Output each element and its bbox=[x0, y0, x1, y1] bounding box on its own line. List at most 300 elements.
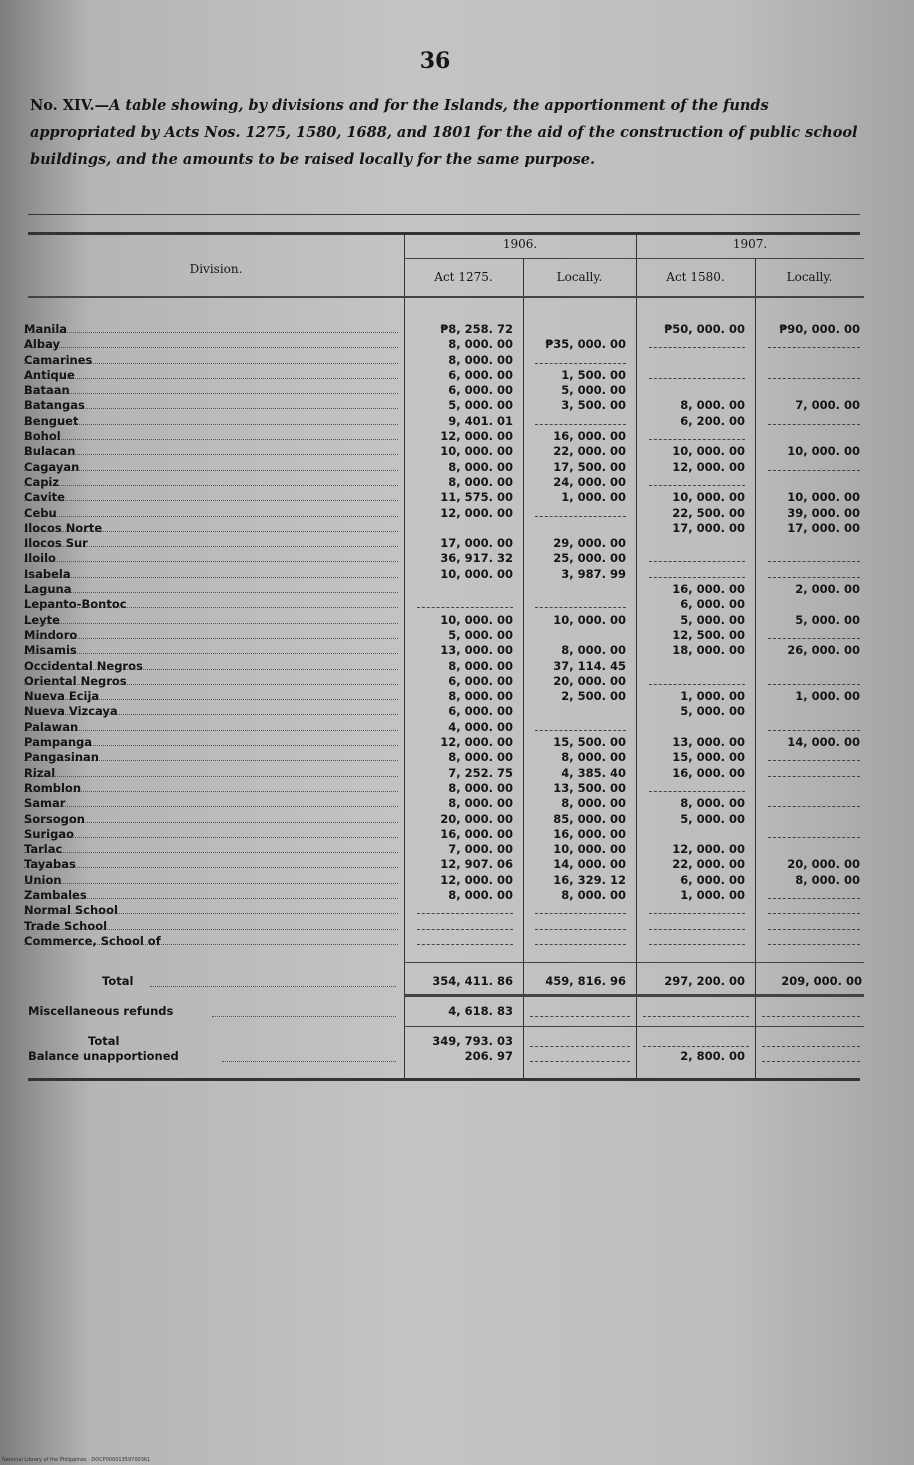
division-name-cell bbox=[24, 582, 404, 597]
division-name: Rizal bbox=[24, 765, 56, 780]
blank-dash bbox=[768, 890, 860, 899]
amount-cell-c2: 16, 000. 00 bbox=[553, 826, 626, 841]
amount-cell-c4 bbox=[755, 597, 870, 612]
blank-dash bbox=[649, 905, 745, 914]
amount-cell-c4 bbox=[755, 414, 870, 429]
amount-cell-c2: ₱35, 000. 00 bbox=[545, 337, 626, 352]
amount-cell-c4 bbox=[755, 827, 870, 842]
amount-cell-c2 bbox=[523, 704, 636, 719]
amount-cell-c2: 13, 500. 00 bbox=[553, 780, 626, 795]
amount-cell-c4 bbox=[755, 919, 870, 934]
blank-dash bbox=[649, 569, 745, 578]
table-caption bbox=[30, 92, 864, 173]
leader-dots bbox=[24, 883, 398, 884]
table-row bbox=[24, 414, 870, 429]
amount-cell-c1: 10, 000. 00 bbox=[440, 444, 513, 459]
balance-act-1275: 206. 97 bbox=[464, 1049, 513, 1063]
amount-cell-c3: 16, 000. 00 bbox=[672, 582, 745, 597]
amount-cell-c2 bbox=[523, 506, 636, 521]
division-name-cell bbox=[24, 919, 404, 934]
leader-dots bbox=[24, 653, 398, 654]
table-row bbox=[24, 337, 870, 352]
division-name-cell bbox=[24, 521, 404, 536]
amount-cell-c4: 2, 000. 00 bbox=[795, 582, 860, 597]
blank-dash bbox=[768, 553, 860, 562]
division-name-cell bbox=[24, 857, 404, 872]
division-name-cell bbox=[24, 460, 404, 475]
header-bottom-rule bbox=[28, 296, 864, 298]
division-name-cell bbox=[24, 827, 404, 842]
amount-cell-c1: 8, 000. 00 bbox=[448, 887, 513, 902]
leader-dots bbox=[24, 776, 398, 777]
table-body bbox=[24, 322, 870, 949]
division-name-cell bbox=[24, 689, 404, 704]
table-row bbox=[24, 766, 870, 781]
amount-cell-c1 bbox=[404, 919, 523, 934]
amount-cell-c3 bbox=[636, 475, 755, 490]
division-name: Bohol bbox=[24, 429, 61, 444]
blank-dash bbox=[768, 569, 860, 578]
amount-cell-c4: 10, 000. 00 bbox=[787, 490, 860, 505]
table-row bbox=[24, 857, 870, 872]
amount-cell-c2: 17, 500. 00 bbox=[553, 459, 626, 474]
division-name: Capiz bbox=[24, 474, 60, 489]
leader-dots bbox=[24, 516, 398, 517]
amount-cell-c2: 37, 114. 45 bbox=[553, 658, 626, 673]
amount-cell-c1: 10, 000. 00 bbox=[440, 612, 513, 627]
amount-cell-c3: 5, 000. 00 bbox=[680, 612, 745, 627]
amount-cell-c3: 1, 000. 00 bbox=[680, 689, 745, 704]
amount-cell-c4: 39, 000. 00 bbox=[787, 505, 860, 520]
amount-cell-c3: 5, 000. 00 bbox=[680, 704, 745, 719]
amount-cell-c3: 22, 500. 00 bbox=[672, 505, 745, 520]
division-name-cell bbox=[24, 781, 404, 796]
table-row bbox=[24, 429, 870, 444]
amount-cell-c4 bbox=[755, 812, 870, 827]
amount-cell-c3: 18, 000. 00 bbox=[672, 643, 745, 658]
amount-cell-c3 bbox=[636, 337, 755, 352]
amount-cell-c3 bbox=[636, 827, 755, 842]
amount-cell-c1: 12, 000. 00 bbox=[440, 429, 513, 444]
division-name-cell bbox=[24, 903, 404, 918]
table-row bbox=[24, 812, 870, 827]
amount-cell-c1: 8, 000. 00 bbox=[448, 750, 513, 765]
division-name: Benguet bbox=[24, 413, 79, 428]
amount-cell-c3 bbox=[636, 383, 755, 398]
table-row bbox=[24, 628, 870, 643]
amount-cell-c3: 22, 000. 00 bbox=[672, 857, 745, 872]
table-row bbox=[24, 659, 870, 674]
amount-cell-c4 bbox=[755, 704, 870, 719]
amount-cell-c1: 8, 000. 00 bbox=[448, 459, 513, 474]
amount-cell-c2: 8, 000. 00 bbox=[561, 887, 626, 902]
amount-cell-c3: 13, 000. 00 bbox=[672, 735, 745, 750]
amount-cell-c3: 15, 000. 00 bbox=[672, 750, 745, 765]
amount-cell-c4 bbox=[755, 720, 870, 735]
amount-cell-c3: 6, 000. 00 bbox=[680, 597, 745, 612]
amount-cell-c4 bbox=[755, 750, 870, 765]
amount-cell-c3: 10, 000. 00 bbox=[672, 490, 745, 505]
amount-cell-c2 bbox=[523, 934, 636, 949]
total-label: Total bbox=[102, 974, 134, 988]
division-name-cell bbox=[24, 398, 404, 413]
blank-dash bbox=[535, 936, 626, 945]
division-name: Iloilo bbox=[24, 551, 56, 566]
amount-cell-c1: 6, 000. 00 bbox=[448, 673, 513, 688]
division-name-cell bbox=[24, 368, 404, 383]
amount-cell-c2: 16, 000. 00 bbox=[553, 429, 626, 444]
amount-cell-c3 bbox=[636, 919, 755, 934]
division-name: Lepanto-Bontoc bbox=[24, 597, 127, 612]
blank-dash bbox=[768, 676, 860, 685]
amount-cell-c1: 8, 000. 00 bbox=[448, 780, 513, 795]
table-row bbox=[24, 444, 870, 459]
amount-cell-c2 bbox=[523, 414, 636, 429]
amount-cell-c4 bbox=[755, 674, 870, 689]
blank-dash bbox=[649, 783, 745, 792]
caption-body: A table showing, by divisions and for the Islands, the apportionment of the funds appropriated by Acts Nos. 1275, 1580, 1688, and 1801 for the aid of the construction of public school buildings, and the amounts to be raised locally for the same purpose. bbox=[30, 97, 858, 168]
table-row bbox=[24, 506, 870, 521]
amount-cell-c1: 10, 000. 00 bbox=[440, 566, 513, 581]
blank-dash bbox=[768, 752, 860, 761]
amount-cell-c3: 1, 000. 00 bbox=[680, 887, 745, 902]
table-row bbox=[24, 720, 870, 735]
misc-refunds-label: Miscellaneous refunds bbox=[28, 1004, 174, 1018]
amount-cell-c4: 14, 000. 00 bbox=[787, 735, 860, 750]
amount-cell-c1: ₱8, 258. 72 bbox=[440, 322, 513, 336]
leader-dots bbox=[24, 485, 398, 486]
amount-cell-c4 bbox=[755, 781, 870, 796]
blank-dash bbox=[649, 339, 745, 348]
amount-cell-c4 bbox=[755, 337, 870, 352]
amount-cell-c3: 12, 000. 00 bbox=[672, 842, 745, 857]
amount-cell-c2: 1, 500. 00 bbox=[561, 367, 626, 382]
table-row bbox=[24, 842, 870, 857]
division-name-cell bbox=[24, 812, 404, 827]
table-row bbox=[24, 490, 870, 505]
amount-cell-c2 bbox=[523, 322, 636, 337]
amount-cell-c4 bbox=[755, 903, 870, 918]
division-name: Oriental Negros bbox=[24, 673, 127, 688]
year-rule bbox=[404, 258, 864, 259]
division-name: Pampanga bbox=[24, 735, 93, 750]
amount-cell-c4 bbox=[755, 536, 870, 551]
division-name: Isabela bbox=[24, 566, 71, 581]
amount-cell-c2 bbox=[523, 903, 636, 918]
blank-dash bbox=[768, 630, 860, 639]
table-row bbox=[24, 689, 870, 704]
table-row bbox=[24, 536, 870, 551]
amount-cell-c3 bbox=[636, 536, 755, 551]
division-name: Trade School bbox=[24, 918, 108, 933]
table-row bbox=[24, 398, 870, 413]
table-row bbox=[24, 643, 870, 658]
leader-dots bbox=[24, 837, 398, 838]
header-locally-1907: Locally. bbox=[786, 270, 833, 284]
amount-cell-c1: 12, 907. 06 bbox=[440, 857, 513, 872]
division-name-cell bbox=[24, 674, 404, 689]
division-name-cell bbox=[24, 888, 404, 903]
division-name: Ilocos Sur bbox=[24, 536, 88, 551]
table-row bbox=[24, 674, 870, 689]
balance-act-1580: 2, 800. 00 bbox=[680, 1049, 745, 1063]
blank-dash bbox=[768, 462, 860, 471]
header-locally-1906: Locally. bbox=[556, 270, 603, 284]
division-name: Commerce, School of bbox=[24, 933, 161, 948]
amount-cell-c2: 22, 000. 00 bbox=[553, 444, 626, 459]
amount-cell-c2: 5, 000. 00 bbox=[561, 383, 626, 398]
amount-cell-c3: 16, 000. 00 bbox=[672, 765, 745, 780]
amount-cell-c4 bbox=[755, 888, 870, 903]
amount-cell-c2 bbox=[523, 628, 636, 643]
division-name: Pangasinan bbox=[24, 750, 99, 765]
amount-cell-c2: 4, 385. 40 bbox=[561, 765, 626, 780]
division-name-cell bbox=[24, 597, 404, 612]
amount-cell-c1: 6, 000. 00 bbox=[448, 704, 513, 719]
amount-cell-c1 bbox=[404, 934, 523, 949]
amount-cell-c2 bbox=[523, 353, 636, 368]
grand-total-act-1275: 349, 793. 03 bbox=[432, 1034, 513, 1048]
division-name-cell bbox=[24, 934, 404, 949]
amount-cell-c1: 12, 000. 00 bbox=[440, 735, 513, 750]
total-bottom-rule bbox=[404, 994, 864, 997]
blank-dash bbox=[649, 921, 745, 930]
division-name: Union bbox=[24, 872, 62, 887]
division-name: Mindoro bbox=[24, 627, 78, 642]
table-row bbox=[24, 475, 870, 490]
division-name: Nueva Ecija bbox=[24, 689, 100, 704]
amount-cell-c1: 5, 000. 00 bbox=[448, 627, 513, 642]
table-row bbox=[24, 368, 870, 383]
division-name: Samar bbox=[24, 796, 66, 811]
total-top-rule bbox=[404, 962, 864, 963]
amount-cell-c2: 85, 000. 00 bbox=[553, 811, 626, 826]
amount-cell-c3 bbox=[636, 674, 755, 689]
amount-cell-c3: 6, 000. 00 bbox=[680, 872, 745, 887]
amount-cell-c3 bbox=[636, 353, 755, 368]
division-name: Surigao bbox=[24, 826, 74, 841]
blank-cell bbox=[530, 1060, 630, 1062]
amount-cell-c3: 5, 000. 00 bbox=[680, 811, 745, 826]
division-name-cell bbox=[24, 429, 404, 444]
amount-cell-c3: 12, 000. 00 bbox=[672, 459, 745, 474]
total-act-1275: 354, 411. 86 bbox=[432, 974, 513, 988]
division-name-cell bbox=[24, 444, 404, 459]
division-name: Laguna bbox=[24, 582, 72, 597]
division-name: Cebu bbox=[24, 505, 57, 520]
table-row bbox=[24, 750, 870, 765]
amount-cell-c4: 17, 000. 00 bbox=[787, 520, 860, 535]
blank-dash bbox=[417, 905, 513, 914]
blank-dash bbox=[649, 676, 745, 685]
amount-cell-c4 bbox=[755, 475, 870, 490]
division-name-cell bbox=[24, 643, 404, 658]
blank-dash bbox=[649, 370, 745, 379]
amount-cell-c1: 6, 000. 00 bbox=[448, 383, 513, 398]
leader-dots bbox=[24, 577, 398, 578]
amount-cell-c4: 8, 000. 00 bbox=[795, 872, 860, 887]
amount-cell-c2: 14, 000. 00 bbox=[553, 857, 626, 872]
amount-cell-c2: 1, 000. 00 bbox=[561, 490, 626, 505]
blank-dash bbox=[768, 798, 860, 807]
leader-dots bbox=[24, 592, 398, 593]
blank-dash bbox=[535, 722, 626, 731]
blank-cell bbox=[643, 1045, 749, 1047]
blank-cell bbox=[762, 1060, 860, 1062]
blank-dash bbox=[417, 921, 513, 930]
amount-cell-c3: 8, 000. 00 bbox=[680, 398, 745, 413]
amount-cell-c4 bbox=[755, 460, 870, 475]
total-locally-1907: 209, 000. 00 bbox=[781, 974, 862, 988]
division-name-cell bbox=[24, 842, 404, 857]
amount-cell-c2: 8, 000. 00 bbox=[561, 643, 626, 658]
amount-cell-c2 bbox=[523, 582, 636, 597]
amount-cell-c2 bbox=[523, 597, 636, 612]
division-name: Cavite bbox=[24, 490, 65, 505]
amount-cell-c3: 12, 500. 00 bbox=[672, 627, 745, 642]
division-name: Nueva Vizcaya bbox=[24, 704, 118, 719]
table-row bbox=[24, 919, 870, 934]
amount-cell-c2: 16, 329. 12 bbox=[553, 872, 626, 887]
amount-cell-c2: 20, 000. 00 bbox=[553, 673, 626, 688]
table-row bbox=[24, 567, 870, 582]
blank-dash bbox=[535, 355, 626, 364]
amount-cell-c1: 11, 575. 00 bbox=[440, 490, 513, 505]
table-row bbox=[24, 888, 870, 903]
blank-dash bbox=[768, 722, 860, 731]
amount-cell-c1: 17, 000. 00 bbox=[440, 536, 513, 551]
division-name: Romblon bbox=[24, 780, 82, 795]
leader-dots bbox=[24, 393, 398, 394]
amount-cell-c2 bbox=[523, 919, 636, 934]
amount-cell-c4 bbox=[755, 934, 870, 949]
amount-cell-c1: 5, 000. 00 bbox=[448, 398, 513, 413]
leader-dots bbox=[24, 347, 398, 348]
division-name: Palawan bbox=[24, 719, 79, 734]
misc-refunds-act-1275: 4, 618. 83 bbox=[448, 1004, 513, 1018]
scan-footer: National Library of the Philippines · DOCP00001359700361 bbox=[2, 1457, 151, 1463]
apportionment-table bbox=[24, 322, 870, 949]
division-name: Ilocos Norte bbox=[24, 520, 103, 535]
leader-dots bbox=[24, 439, 398, 440]
table-row bbox=[24, 551, 870, 566]
amount-cell-c3 bbox=[636, 368, 755, 383]
amount-cell-c1 bbox=[404, 521, 523, 536]
amount-cell-c4 bbox=[755, 567, 870, 582]
amount-cell-c1: 8, 000. 00 bbox=[448, 337, 513, 352]
blank-dash bbox=[535, 905, 626, 914]
amount-cell-c4: 7, 000. 00 bbox=[795, 398, 860, 413]
table-row bbox=[24, 597, 870, 612]
table-row bbox=[24, 796, 870, 811]
division-name: Bataan bbox=[24, 383, 70, 398]
amount-cell-c2: 8, 000. 00 bbox=[561, 796, 626, 811]
table-row bbox=[24, 322, 870, 337]
blank-dash bbox=[649, 431, 745, 440]
blank-dash bbox=[768, 936, 860, 945]
amount-cell-c3 bbox=[636, 551, 755, 566]
table-row bbox=[24, 873, 870, 888]
table-row bbox=[24, 781, 870, 796]
blank-dash bbox=[768, 921, 860, 930]
blank-dash bbox=[535, 508, 626, 517]
table-row bbox=[24, 704, 870, 719]
caption-lead: No. XIV.— bbox=[30, 97, 110, 114]
table-row bbox=[24, 827, 870, 842]
amount-cell-c2: 15, 500. 00 bbox=[553, 735, 626, 750]
amount-cell-c1: 12, 000. 00 bbox=[440, 505, 513, 520]
division-name-cell bbox=[24, 873, 404, 888]
blank-dash bbox=[768, 768, 860, 777]
blank-dash bbox=[768, 829, 860, 838]
amount-cell-c3: 17, 000. 00 bbox=[672, 520, 745, 535]
table-row bbox=[24, 934, 870, 949]
amount-cell-c2 bbox=[523, 720, 636, 735]
amount-cell-c1: 8, 000. 00 bbox=[448, 689, 513, 704]
division-name-cell bbox=[24, 766, 404, 781]
division-name-cell bbox=[24, 659, 404, 674]
amount-cell-c4 bbox=[755, 796, 870, 811]
leader-dots bbox=[24, 623, 398, 624]
blank-dash bbox=[768, 339, 860, 348]
table-row bbox=[24, 460, 870, 475]
division-name: Tarlac bbox=[24, 842, 63, 857]
leader-dots bbox=[212, 1015, 396, 1017]
division-name: Antique bbox=[24, 367, 75, 382]
amount-cell-c3 bbox=[636, 720, 755, 735]
division-name: Albay bbox=[24, 337, 60, 352]
amount-cell-c3 bbox=[636, 659, 755, 674]
table-row bbox=[24, 903, 870, 918]
division-name: Batangas bbox=[24, 398, 85, 413]
table-bottom-rule bbox=[28, 1078, 860, 1081]
division-name-cell bbox=[24, 551, 404, 566]
amount-cell-c4: 26, 000. 00 bbox=[787, 643, 860, 658]
amount-cell-c1: 9, 401. 01 bbox=[448, 413, 513, 428]
leader-dots bbox=[24, 500, 398, 501]
amount-cell-c3: ₱50, 000. 00 bbox=[664, 322, 745, 336]
page-number: 36 bbox=[419, 48, 451, 74]
amount-cell-c3 bbox=[636, 934, 755, 949]
amount-cell-c1 bbox=[404, 582, 523, 597]
leader-dots bbox=[150, 985, 396, 987]
amount-cell-c2: 2, 500. 00 bbox=[561, 689, 626, 704]
division-name: Normal School bbox=[24, 903, 118, 918]
amount-cell-c3 bbox=[636, 567, 755, 582]
division-name-cell bbox=[24, 490, 404, 505]
division-name-cell bbox=[24, 704, 404, 719]
division-name: Occidental Negros bbox=[24, 658, 143, 673]
amount-cell-c1: 12, 000. 00 bbox=[440, 872, 513, 887]
grand-total-rule bbox=[404, 1026, 864, 1027]
division-name: Manila bbox=[24, 322, 68, 336]
amount-cell-c4 bbox=[755, 551, 870, 566]
total-locally-1906: 459, 816. 96 bbox=[545, 974, 626, 988]
amount-cell-c1 bbox=[404, 597, 523, 612]
table-row bbox=[24, 582, 870, 597]
amount-cell-c1: 8, 000. 00 bbox=[448, 474, 513, 489]
division-name: Cagayan bbox=[24, 459, 80, 474]
amount-cell-c4 bbox=[755, 659, 870, 674]
header-act-1275: Act 1275. bbox=[434, 270, 493, 284]
blank-dash bbox=[535, 921, 626, 930]
amount-cell-c2: 3, 987. 99 bbox=[561, 566, 626, 581]
amount-cell-c1: 8, 000. 00 bbox=[448, 796, 513, 811]
amount-cell-c1: 13, 000. 00 bbox=[440, 643, 513, 658]
amount-cell-c1: 8, 000. 00 bbox=[448, 352, 513, 367]
blank-cell bbox=[643, 1015, 749, 1017]
blank-dash bbox=[535, 416, 626, 425]
